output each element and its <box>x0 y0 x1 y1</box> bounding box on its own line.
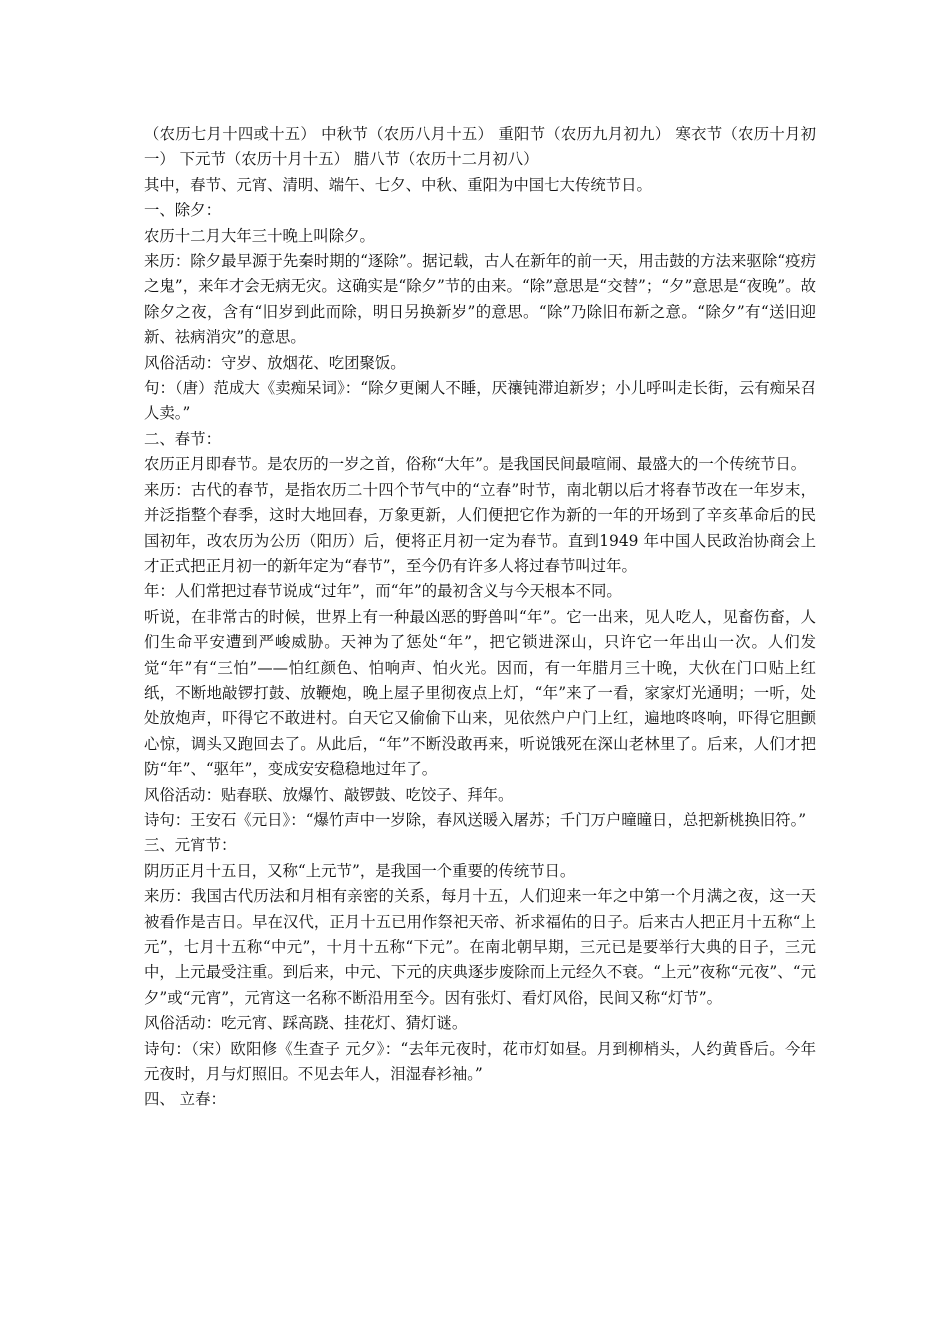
paragraph-chunjie-poem: 诗句：王安石《元日》：“爆竹声中一岁除，春风送暖入屠苏；千门万户曈曈日，总把新桃换旧符。” <box>144 810 807 829</box>
paragraph-chuxi-definition: 农历十二月大年三十晚上叫除夕。 <box>144 226 375 245</box>
paragraph-yuanxiao-poem: 诗句：（宋）欧阳修《生查子 元夕》：“去年元夜时，花市灯如昼。月到柳梢头，人约黄昏后。今年元夜时，月与灯照旧。不见去年人，泪湿春衫袖。” <box>144 1039 816 1084</box>
heading-lichun: 四、 立春： <box>144 1090 226 1109</box>
paragraph-yuanxiao-definition: 阴历正月十五日，又称“上元节”，是我国一个重要的传统节日。 <box>144 861 576 880</box>
paragraph-seven-festivals: 其中，春节、元宵、清明、端午、七夕、中秋、重阳为中国七大传统节日。 <box>144 175 652 194</box>
paragraph-chunjie-definition: 农历正月即春节。是农历的一岁之首，俗称“大年”。是我国民间最喧闹、最盛大的一个传统节日。 <box>144 455 807 474</box>
paragraph-nian-legend: 听说，在非常古的时候，世界上有一种最凶恶的野兽叫“年”。它一出来，见人吃人，见畜伤畜，人们生命平安遭到严峻威胁。天神为了惩处“年”，把它锁进深山，只许它一年出山一次。人们发觉“年”有“三怕”——怕红颜色、怕响声、怕火光。因而，有一年腊月三十晚，大伙在门口贴上红纸，不断地敲锣打鼓、放鞭炮，晚上屋子里彻夜点上灯，“年”来了一看，家家灯光通明；一听，处处放炮声，吓得它不敢进村。白天它又偷偷下山来，见依然户户门上红，遍地咚咚响，吓得它胆颤心惊，调头又跑回去了。从此后，“年”不断没敢再来，听说饿死在深山老林里了。后来，人们才把防“年”、“驱年”，变成安安稳稳地过年了。 <box>144 607 816 779</box>
paragraph-chunjie-origin: 来历：古代的春节，是指农历二十四个节气中的“立春”时节，南北朝以后才将春节改在一年岁末，并泛指整个春季，这时大地回春，万象更新，人们便把它作为新的一年的开场到了辛亥革命后的民国初年，改农历为公历（阳历）后，便将正月初一定为春节。直到1949 年中国人民政治协商会上才正式把正月初一的新年定为“春节”，至今仍有许多人将过春节叫过年。 <box>144 480 816 575</box>
heading-chunjie: 二、春节： <box>144 429 221 448</box>
paragraph-festival-list-continued: （农历七月十四或十五） 中秋节（农历八月十五） 重阳节（农历九月初九） 寒衣节（农历十月初一） 下元节（农历十月十五） 腊八节（农历十二月初八） <box>144 125 816 169</box>
paragraph-nian-meaning: 年：人们常把过春节说成“过年”，而“年”的最初含义与今天根本不同。 <box>144 582 622 601</box>
paragraph-chunjie-customs: 风俗活动：贴春联、放爆竹、敲锣鼓、吃饺子、拜年。 <box>144 785 514 804</box>
paragraph-yuanxiao-origin: 来历：我国古代历法和月相有亲密的关系，每月十五，人们迎来一年之中第一个月满之夜，这一天被看作是吉日。早在汉代，正月十五已用作祭祀天帝、祈求福佑的日子。后来古人把正月十五称“上元”，七月十五称“中元”，十月十五称“下元”。在南北朝早期，三元已是要举行大典的日子，三元中，上元最受注重。到后来，中元、下元的庆典逐步废除而上元经久不衰。“上元”夜称“元夜”、“元夕”或“元宵”，元宵这一名称不断沿用至今。因有张灯、看灯风俗，民间又称“灯节”。 <box>144 887 816 1007</box>
document-page <box>144 122 816 1113</box>
paragraph-chuxi-origin: 来历：除夕最早源于先秦时期的“逐除”。据记载，古人在新年的前一天，用击鼓的方法来驱除“疫疠之鬼”，来年才会无病无灾。这确实是“除夕”节的由来。“除”意思是“交替”；“夕”意思是“夜晚”。故除夕之夜，含有“旧岁到此而除，明日另换新岁”的意思。“除”乃除旧布新之意。“除夕”有“送旧迎新、祛病消灾”的意思。 <box>144 252 816 347</box>
heading-yuanxiao: 三、元宵节： <box>144 836 237 855</box>
heading-chuxi: 一、除夕： <box>144 201 221 220</box>
paragraph-chuxi-customs: 风俗活动：守岁、放烟花、吃团聚饭。 <box>144 353 406 372</box>
paragraph-chuxi-poem: 句：（唐）范成大《卖痴呆词》：“除夕更阑人不睡，厌禳钝滞迫新岁；小儿呼叫走长街，云有痴呆召人卖。” <box>144 379 816 423</box>
paragraph-yuanxiao-customs: 风俗活动：吃元宵、踩高跷、挂花灯、猜灯谜。 <box>144 1014 468 1033</box>
